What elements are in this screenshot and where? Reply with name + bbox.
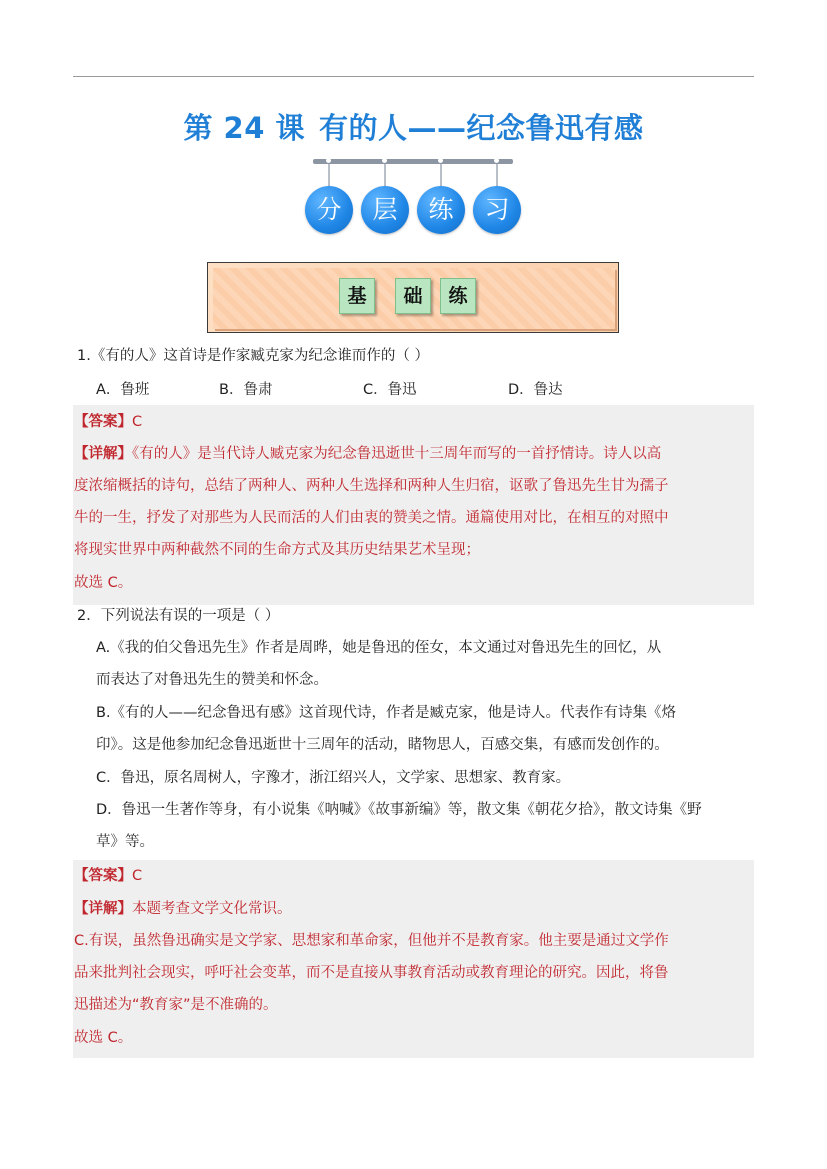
question-1-option-d: D．鲁达 <box>508 382 563 398</box>
question-1-detail-line: 度浓缩概括的诗句，总结了两种人、两种人生选择和两种人生归宿，讴歌了鲁迅先生甘为孺子 <box>74 478 669 494</box>
question-1-detail-line <box>74 444 661 464</box>
question-2-detail-line: 迅描述为“教育家”是不准确的。 <box>74 997 278 1013</box>
question-1-option-a: A．鲁班 <box>96 382 150 398</box>
badge-char: 层 <box>361 186 409 234</box>
question-2-option-line: D．鲁迅一生著作等身，有小说集《呐喊》《故事新编》等，散文集《朝花夕拾》，散文诗集《野 <box>96 802 702 818</box>
question-1-conclusion: 故选 C。 <box>74 575 133 591</box>
question-2-option-line: 而表达了对鲁迅先生的赞美和怀念。 <box>96 672 328 688</box>
question-1-detail-line: 牛的一生，抒发了对那些为人民而活的人们由衷的赞美之情。通篇使用对比，在相互的对照中 <box>74 510 669 526</box>
lesson-title <box>0 106 827 147</box>
lesson-name: 有的人——纪念鲁迅有感 <box>319 111 644 145</box>
question-2-answer-box <box>73 860 754 1058</box>
detail-text: 本题考查文学文化常识。 <box>132 901 292 917</box>
badge-stem <box>328 164 330 186</box>
question-2-option-line: C．鲁迅，原名周树人，字豫才，浙江绍兴人，文学家、思想家、教育家。 <box>96 770 571 786</box>
question-1-option-b: B．鲁肃 <box>219 382 273 398</box>
detail-tag: 【详解】 <box>74 446 132 462</box>
badge-dot <box>382 158 387 163</box>
badge-stem <box>496 164 498 186</box>
question-2-detail-line: 品来批判社会现实，呼吁社会变革，而不是直接从事教育活动或教育理论的研究。因此，将鲁 <box>74 965 669 981</box>
question-1-answer <box>74 412 142 432</box>
badge-char: 分 <box>305 186 353 234</box>
section-char: 基 <box>339 278 375 314</box>
lesson-number: 第 24 课 <box>183 111 306 145</box>
badge-char: 练 <box>417 186 465 234</box>
badge-stem <box>384 164 386 186</box>
question-2-detail-line <box>74 899 292 919</box>
question-2-stem: 2．下列说法有误的一项是（ ） <box>77 608 280 624</box>
detail-tag: 【详解】 <box>74 901 132 917</box>
question-2-detail-line: C.有误，虽然鲁迅确实是文学家、思想家和革命家，但他并不是教育家。他主要是通过文学作 <box>74 933 669 949</box>
question-1-stem: 1.《有的人》这首诗是作家臧克家为纪念谁而作的（ ） <box>77 348 429 364</box>
question-2-option-line: A.《我的伯父鲁迅先生》作者是周晔，她是鲁迅的侄女，本文通过对鲁迅先生的回忆，从 <box>96 640 662 656</box>
question-2-option-line: B.《有的人——纪念鲁迅有感》这首现代诗，作者是臧克家，他是诗人。代表作有诗集《烙 <box>96 705 677 721</box>
answer-tag: 【答案】 <box>74 868 132 884</box>
answer-value: C <box>132 414 143 430</box>
question-2-conclusion: 故选 C。 <box>74 1030 133 1046</box>
badge-bar <box>313 159 513 164</box>
badge-dot <box>326 158 331 163</box>
section-char: 础 <box>395 278 431 314</box>
header-rule <box>73 76 754 77</box>
detail-text: 《有的人》是当代诗人臧克家为纪念鲁迅逝世十三周年而写的一首抒情诗。诗人以高 <box>132 446 662 462</box>
badge-dot <box>438 158 443 163</box>
question-1-answer-box <box>73 405 754 605</box>
question-1-option-c: C．鲁迅 <box>363 382 417 398</box>
badge-dot <box>494 158 499 163</box>
badge-char: 习 <box>473 186 521 234</box>
badge-stem <box>440 164 442 186</box>
question-2-answer <box>74 866 142 886</box>
question-1-detail-line: 将现实世界中两种截然不同的生命方式及其历史结果艺术呈现； <box>74 542 480 558</box>
question-2-option-line: 印》。这是他参加纪念鲁迅逝世十三周年的活动，睹物思人，百感交集，有感而发创作的。 <box>96 737 669 753</box>
answer-value: C <box>132 868 143 884</box>
answer-tag: 【答案】 <box>74 414 132 430</box>
section-char: 练 <box>440 278 476 314</box>
question-2-option-line: 草》等。 <box>96 834 154 850</box>
